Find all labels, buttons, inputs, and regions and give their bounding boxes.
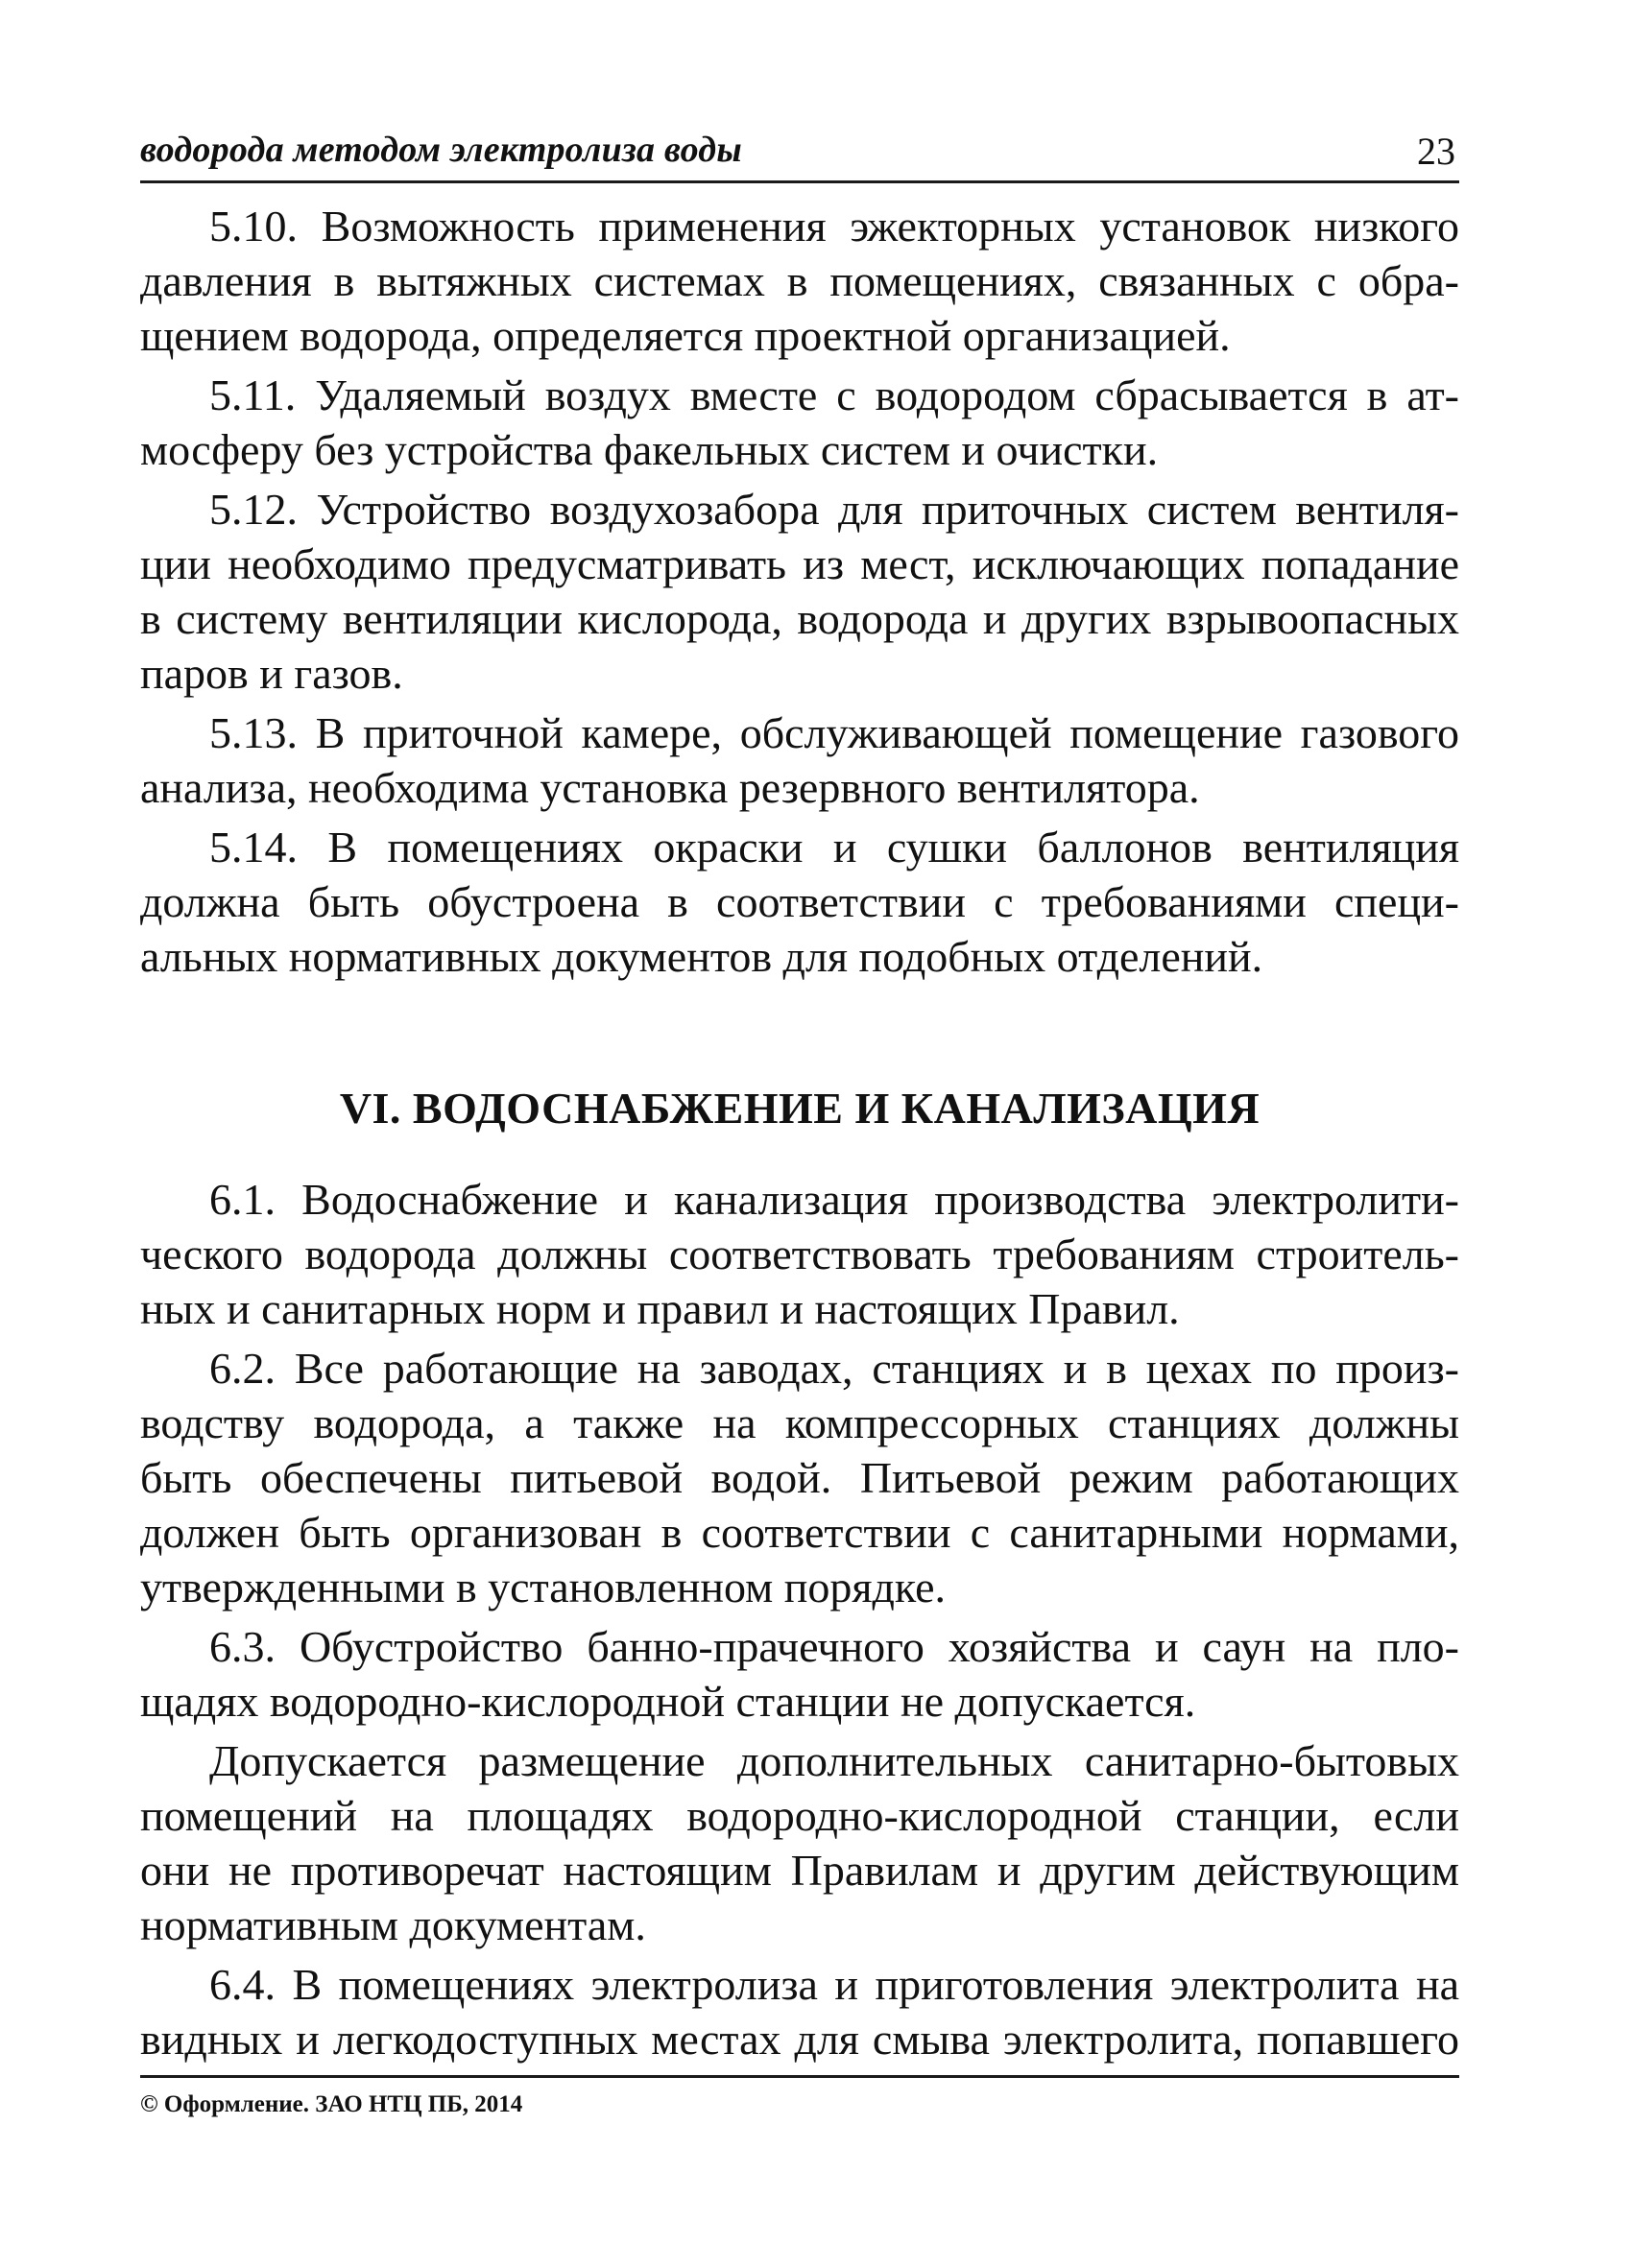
page-footer [140,2075,1459,2117]
copyright-notice: © Оформление. ЗАО НТЦ ПБ, 2014 [140,2091,523,2117]
text-line: 6.3. Обустройство банно-прачечного хозяйства и саун на пло- [209,1622,1459,1671]
text-line: ных и санитарных норм и правил и настоящих Правил. [140,1284,1180,1333]
text-line: должен быть организован в соответствии с санитарными нормами, [140,1508,1459,1557]
text-line: они не противоречат настоящим Правилам и другим действующим [140,1846,1459,1895]
text-line: быть обеспечены питьевой водой. Питьевой режим работающих [140,1453,1459,1502]
text-line: ции необходимо предусматривать из мест, исключающих попадание [140,539,1459,588]
text-line: в систему вентиляции кислорода, водорода и других взрывоопасных [140,594,1459,643]
text-line: щадях водородно-кислородной станции не допускается. [140,1677,1196,1726]
text-line: водству водорода, а также на компрессорных станциях должны [140,1398,1459,1447]
text-line: 5.10. Возможность применения эжекторных установок низкого [209,202,1459,251]
text-line: 5.13. В приточной камере, обслуживающей помещение газового [209,708,1459,757]
text-line: ческого водорода должны соответствовать требованиям строитель- [140,1229,1459,1278]
text-line: Допускается размещение дополнительных санитарно-бытовых [209,1736,1459,1785]
section-heading: VI. ВОДОСНАБЖЕНИЕ И КАНАЛИЗАЦИЯ [339,1084,1261,1133]
text-line: утвержденными в установленном порядке. [140,1563,947,1611]
paragraph-6-3 [140,1619,1459,1729]
text-line: 6.1. Водоснабжение и канализация производства электролити- [209,1175,1459,1224]
paragraph-6-3-continued [140,1733,1459,1952]
text-line: 5.11. Удаляемый воздух вместе с водородом сбрасывается в ат- [209,370,1459,419]
text-line: видных и легкодоступных местах для смыва электролита, попавшего [140,2015,1459,2064]
paragraph-6-4 [140,1957,1459,2066]
running-title: водорода методом электролиза воды [140,130,742,170]
running-header [140,123,1459,183]
text-line: помещений на площадях водородно-кислородной станции, если [140,1791,1459,1840]
page-number: 23 [1417,130,1455,173]
body-text [140,199,1459,2071]
text-line: 5.12. Устройство воздухозабора для приточных систем вентиля- [209,485,1459,534]
text-line: 6.4. В помещениях электролиза и приготовления электролита на [209,1960,1459,2009]
text-line: 5.14. В помещениях окраски и сушки баллонов вентиляция [209,823,1459,871]
text-line: должна быть обустроена в соответствии с требованиями специ- [140,877,1459,926]
text-line: щением водорода, определяется проектной организацией. [140,311,1231,360]
paragraph-6-2 [140,1341,1459,1614]
paragraph-5-11 [140,368,1459,477]
text-line: нормативным документам. [140,1900,646,1949]
text-line: анализа, необходима установка резервного вентилятора. [140,763,1200,812]
text-line: мосферу без устройства факельных систем и очистки. [140,425,1159,474]
text-line: альных нормативных документов для подобных отделений. [140,932,1263,981]
text-line: давления в вытяжных системах в помещениях, связанных с обра- [140,256,1459,305]
paragraph-6-1 [140,1172,1459,1336]
paragraph-5-14 [140,820,1459,984]
paragraph-5-10 [140,199,1459,363]
paragraph-5-12 [140,482,1459,701]
text-line: 6.2. Все работающие на заводах, станциях и в цехах по произ- [209,1344,1459,1393]
text-line: паров и газов. [140,649,403,698]
paragraph-5-13 [140,705,1459,815]
